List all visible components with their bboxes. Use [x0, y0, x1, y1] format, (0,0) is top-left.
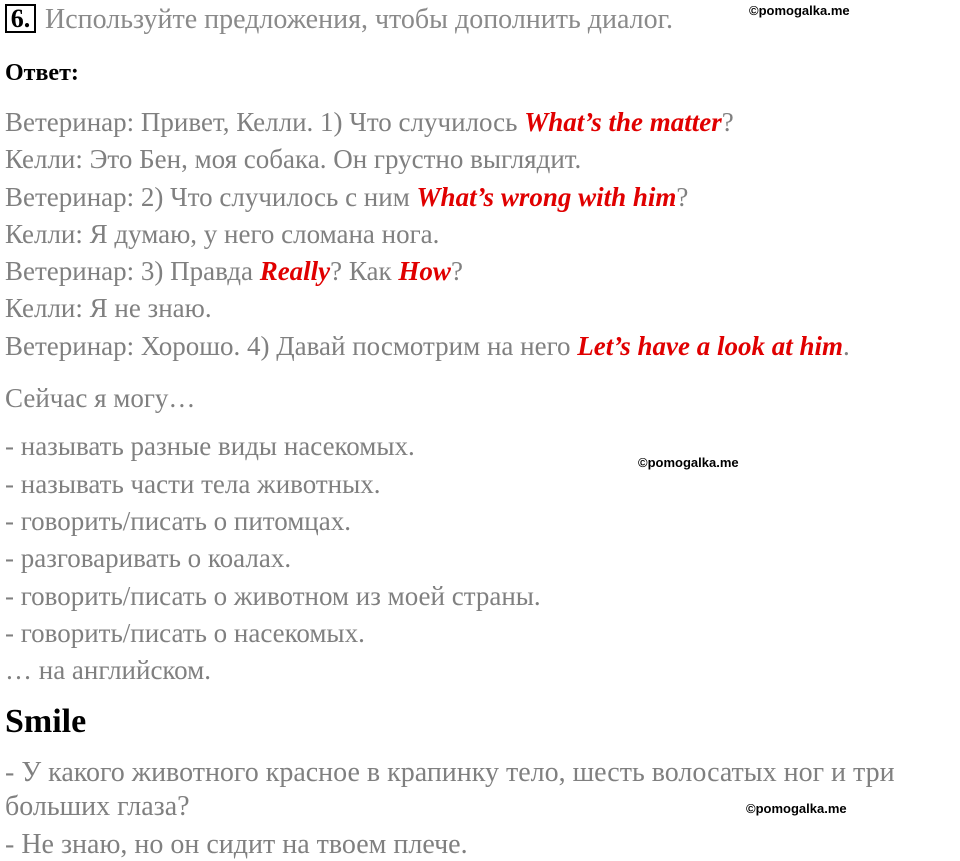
task-instruction: Используйте предложения, чтобы дополнить диалог.: [45, 4, 673, 35]
can-do-item: - называть части тела животных.: [5, 469, 381, 499]
can-do-outro: … на английском.: [5, 655, 211, 685]
dialog-punct: ?: [676, 182, 689, 212]
can-do-item: - разговаривать о коалах.: [5, 543, 292, 573]
watermark-bottom: ©pomogalka.me: [746, 801, 847, 816]
dialog-answer: What’s the matter: [524, 107, 722, 137]
dialog-answer: Let’s have a look at him: [577, 331, 843, 361]
joke-question-cont: больших глаза?: [5, 791, 190, 822]
smile-title: Smile: [5, 703, 87, 740]
dialog-punct: ?: [450, 256, 463, 286]
can-do-item: - говорить/писать о животном из моей страны.: [5, 581, 541, 611]
dialog-line-4: Келли: Я думаю, у него сломана нога.: [5, 219, 440, 249]
dialog-answer: What’s wrong with him: [416, 182, 677, 212]
can-do-intro: Сейчас я могу…: [5, 383, 196, 413]
task-number: 6.: [5, 4, 36, 33]
watermark-middle: ©pomogalka.me: [638, 455, 739, 470]
dialog-answer: Really: [259, 256, 331, 286]
dialog-punct: ?: [721, 107, 734, 137]
dialog-ru: Ветеринар: 3) Правда: [5, 256, 260, 286]
dialog-ru: Ветеринар: Привет, Келли. 1) Что случилось: [5, 107, 525, 137]
answer-label: Ответ:: [5, 60, 79, 86]
watermark-top: ©pomogalka.me: [749, 3, 850, 18]
dialog-punct: .: [842, 331, 850, 361]
dialog-line-2: Келли: Это Бен, моя собака. Он грустно выглядит.: [5, 144, 582, 174]
can-do-item: - называть разные виды насекомых.: [5, 431, 415, 461]
dialog-line-1: [5, 106, 734, 138]
can-do-item: - говорить/писать о насекомых.: [5, 618, 365, 648]
joke-question: - У какого животного красное в крапинку тело, шесть волосатых ног и три: [5, 757, 895, 788]
dialog-line-6: Келли: Я не знаю.: [5, 293, 212, 323]
joke-answer: - Не знаю, но он сидит на твоем плече.: [5, 829, 468, 860]
dialog-ru: ? Как: [330, 256, 399, 286]
dialog-line-5: [5, 255, 463, 287]
dialog-line-7: [5, 330, 850, 362]
dialog-answer: How: [398, 256, 451, 286]
dialog-ru: Ветеринар: 2) Что случилось с ним: [5, 182, 417, 212]
dialog-line-3: [5, 181, 688, 213]
can-do-item: - говорить/писать о питомцах.: [5, 506, 351, 536]
dialog-ru: Ветеринар: Хорошо. 4) Давай посмотрим на него: [5, 331, 578, 361]
